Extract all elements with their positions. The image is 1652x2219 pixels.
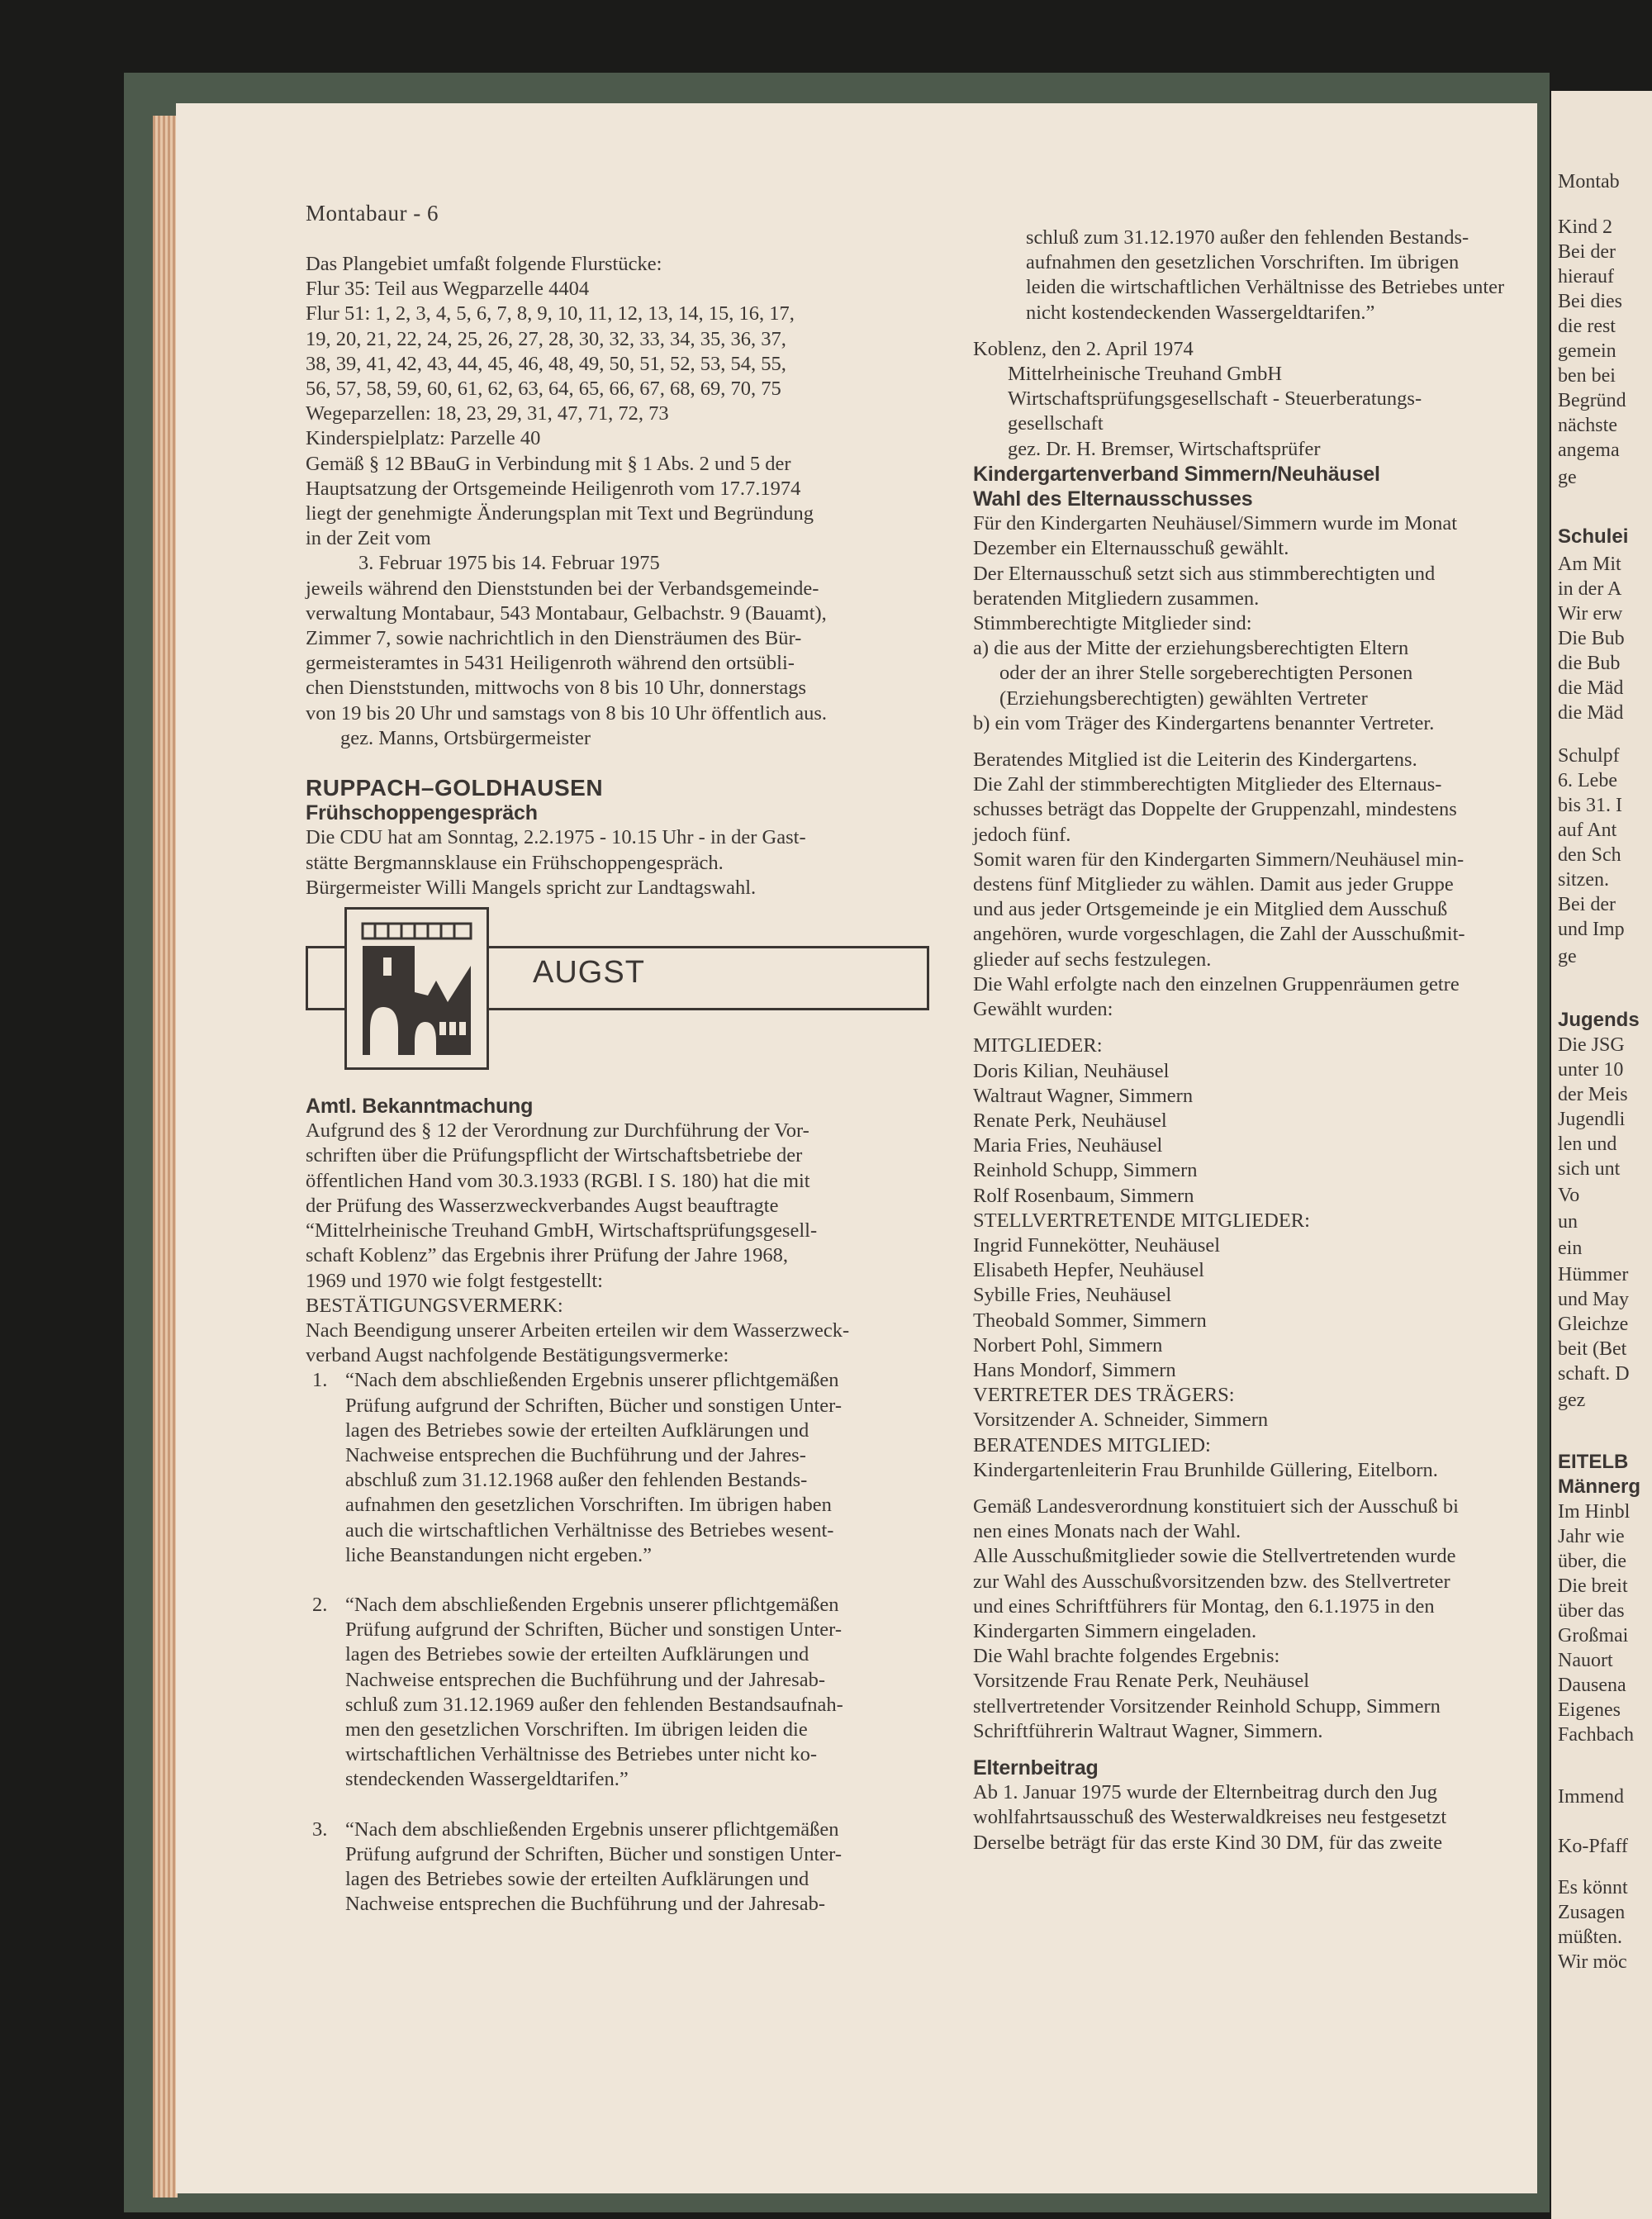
text-line: lagen des Betriebes sowie der erteilten Aufklärungen und — [345, 1867, 809, 1890]
text-line: auch die wirtschaftlichen Verhältnisse des Betriebes wesent- — [345, 1518, 834, 1542]
text-line: stendeckenden Wassergeldtarifen.” — [345, 1768, 629, 1791]
text-line: 1969 und 1970 wie folgt festgestellt: — [306, 1269, 603, 1292]
text-line: Nachweise entsprechen die Buchführung und der Jahresab- — [345, 1893, 825, 1916]
kindergarten-closing — [973, 1494, 1526, 1744]
signature: gez. Manns, Ortsbürgermeister — [340, 726, 591, 749]
text-line: nen eines Monats nach der Wahl. — [973, 1520, 1241, 1543]
text-line: Das Plangebiet umfaßt folgende Flurstücke: — [306, 253, 662, 275]
text-line: “Mittelrheinische Treuhand GmbH, Wirtschaftsprüfungsgesell- — [306, 1219, 818, 1243]
text-line: destens fünf Mitglieder zu wählen. Damit aus jeder Gruppe — [973, 873, 1454, 896]
text-line: a) die aus der Mitte der erziehungsberechtigten Eltern — [973, 637, 1409, 660]
text-line: lagen des Betriebes sowie der erteilten Aufklärungen und — [345, 1643, 809, 1666]
text-line: gez. Dr. H. Bremser, Wirtschaftsprüfer — [1008, 437, 1321, 460]
members-label: MITGLIEDER: — [973, 1034, 1103, 1057]
next-page-fragment: beit (Bet — [1558, 1338, 1627, 1360]
text-line: Sybille Fries, Neuhäusel — [973, 1284, 1172, 1307]
text-line: Elisabeth Hepfer, Neuhäusel — [973, 1259, 1204, 1282]
text-line: Die CDU hat am Sonntag, 2.2.1975 - 10.15 Uhr - in der Gast- — [306, 826, 806, 849]
next-page-fragment: Die Bub — [1558, 628, 1625, 649]
next-page-fragment: die Bub — [1558, 653, 1621, 674]
kindergarten-subheading: Wahl des Elternausschusses — [973, 487, 1253, 511]
text-line: men den gesetzlichen Vorschriften. Im übrigen leiden die — [345, 1718, 808, 1741]
text-line: wohlfahrtsausschuß des Westerwaldkreises neu festgesetzt — [973, 1806, 1447, 1829]
members-list — [973, 1059, 1526, 1209]
carrier-label: VERTRETER DES TRÄGERS: — [973, 1384, 1235, 1407]
augst-logo — [306, 907, 933, 1072]
text-line: Nachweise entsprechen die Buchführung und der Jahresab- — [345, 1668, 825, 1691]
text-line: abschluß zum 31.12.1968 außer den fehlenden Bestands- — [345, 1469, 808, 1492]
text-line: Prüfung aufgrund der Schriften, Bücher und sonstigen Unter- — [345, 1618, 842, 1642]
text-line: Doris Kilian, Neuhäusel — [973, 1059, 1170, 1082]
text-line: liche Beanstandungen nicht ergeben.” — [345, 1543, 652, 1566]
page-header: Montabaur - 6 — [306, 201, 439, 226]
next-page-fragment: hierauf — [1558, 266, 1614, 287]
next-page-fragment: 6. Lebe — [1558, 770, 1617, 791]
next-page-fragment: ge — [1558, 467, 1577, 488]
text-line: Wegeparzellen: 18, 23, 29, 31, 47, 71, 72, 73 — [306, 402, 669, 425]
next-page-fragment: sitzen. — [1558, 869, 1609, 891]
text-line: Flur 51: 1, 2, 3, 4, 5, 6, 7, 8, 9, 10, 11, 12, 13, 14, 15, 16, 17, — [306, 302, 795, 325]
text-line: der Prüfung des Wasserzweckverbandes Augst beauftragte — [306, 1194, 779, 1217]
text-line: Hans Mondorf, Simmern — [973, 1358, 1176, 1381]
next-page-fragment: über das — [1558, 1600, 1625, 1622]
book-page — [176, 103, 1537, 2193]
elternbeitrag-text — [973, 1780, 1526, 1856]
kindergarten-item-b: b) ein vom Träger des Kindergartens benannter Vertreter. — [973, 711, 1435, 734]
text-line: aufnahmen den gesetzlichen Vorschriften. Im übrigen — [1026, 251, 1460, 274]
text-line: 19, 20, 21, 22, 24, 25, 26, 27, 28, 30, 32, 33, 34, 35, 36, 37, — [306, 327, 786, 350]
text-line: Stimmberechtigte Mitglieder sind: — [973, 612, 1252, 635]
next-page-fragment: Schulei — [1558, 525, 1629, 548]
text-line: “Nach dem abschließenden Ergebnis unserer pflichtgemäßen — [345, 1593, 839, 1616]
text-line: germeisteramtes in 5431 Heiligenroth während den ortsübli- — [306, 652, 795, 675]
text-line: Beratendes Mitglied ist die Leiterin des Kindergartens. — [973, 748, 1417, 772]
next-page-fragment: Dausena — [1558, 1675, 1626, 1696]
next-page-edge — [1551, 91, 1652, 2219]
text-line: aufnahmen den gesetzlichen Vorschriften. Im übrigen haben — [345, 1494, 832, 1517]
castle-ruin-icon — [347, 910, 487, 1067]
next-page-fragment: Es könnt — [1558, 1877, 1628, 1898]
next-page-fragment: Am Mit — [1558, 554, 1621, 575]
kindergarten-rules — [973, 748, 1526, 1022]
next-page-fragment: Männerg — [1558, 1475, 1641, 1498]
next-page-fragment: bis 31. I — [1558, 795, 1622, 816]
text-line: “Nach dem abschließenden Ergebnis unserer pflichtgemäßen — [345, 1369, 839, 1392]
kindergarten-intro — [973, 511, 1526, 636]
text-line: Schriftführerin Waltraut Wagner, Simmern. — [973, 1719, 1323, 1742]
next-page-fragment: Vo — [1558, 1185, 1580, 1206]
text-line: Hauptsatzung der Ortsgemeinde Heiligenroth vom 17.7.1974 — [306, 477, 801, 500]
text-line: Reinhold Schupp, Simmern — [973, 1159, 1198, 1182]
text-line: Rolf Rosenbaum, Simmern — [973, 1184, 1194, 1207]
text-line: Derselbe beträgt für das erste Kind 30 DM, für das zweite — [973, 1831, 1443, 1854]
text-line: Gemäß Landesverordnung konstituiert sich der Ausschuß bi — [973, 1494, 1459, 1518]
text-line: schusses beträgt das Doppelte der Gruppenzahl, mindestens — [973, 798, 1457, 821]
text-line: Bürgermeister Willi Mangels spricht zur Landtagswahl. — [306, 876, 757, 899]
text-line: öffentlichen Hand vom 30.3.1933 (RGBl. I S. 180) hat die mit — [306, 1169, 810, 1192]
text-line: Kindergarten Simmern eingeladen. — [973, 1619, 1257, 1642]
text-line: Die Wahl brachte folgendes Ergebnis: — [973, 1645, 1280, 1668]
text-line: Renate Perk, Neuhäusel — [973, 1109, 1167, 1132]
text-line: “Nach dem abschließenden Ergebnis unserer pflichtgemäßen — [345, 1817, 839, 1841]
next-page-fragment: Bei dies — [1558, 291, 1622, 312]
next-page-fragment: Montab — [1558, 171, 1620, 192]
bekanntmachung-heading: Amtl. Bekanntmachung — [306, 1095, 534, 1119]
vermerk-number: 1. — [312, 1369, 328, 1392]
text-line: Vorsitzende Frau Renate Perk, Neuhäusel — [973, 1670, 1310, 1693]
text-line: von 19 bis 20 Uhr und samstags von 8 bis 10 Uhr öffentlich aus. — [306, 701, 828, 725]
next-page-fragment: den Sch — [1558, 844, 1621, 866]
vermerk-number: 3. — [312, 1817, 328, 1841]
text-line: Kinderspielplatz: Parzelle 40 — [306, 427, 541, 450]
text-line: oder der an ihrer Stelle sorgeberechtigten Personen — [999, 662, 1413, 685]
text-line: leiden die wirtschaftlichen Verhältnisse des Betriebes unter — [1026, 276, 1505, 299]
logo-word: AUGST — [533, 955, 645, 991]
text-line: Prüfung aufgrund der Schriften, Bücher und sonstigen Unter- — [345, 1842, 842, 1865]
text-line: und eines Schriftführers für Montag, den 6.1.1975 in den — [973, 1594, 1435, 1618]
text-line: Der Elternausschuß setzt sich aus stimmberechtigten und — [973, 562, 1436, 585]
next-page-fragment: Jugendli — [1558, 1109, 1626, 1130]
next-page-fragment: sich unt — [1558, 1158, 1621, 1180]
text-line: BESTÄTIGUNGSVERMERK: — [306, 1294, 563, 1317]
next-page-fragment: der Meis — [1558, 1084, 1628, 1105]
elternbeitrag-heading: Elternbeitrag — [973, 1756, 1099, 1779]
deputies-label: STELLVERTRETENDE MITGLIEDER: — [973, 1209, 1310, 1232]
next-page-fragment: ein — [1558, 1238, 1583, 1259]
text-line: Gewählt wurden: — [973, 998, 1113, 1021]
text-line: Gemäß § 12 BBauG in Verbindung mit § 1 Abs. 2 und 5 der — [306, 452, 791, 475]
next-page-fragment: die Mäd — [1558, 677, 1624, 699]
text-line: Somit waren für den Kindergarten Simmern/Neuhäusel min- — [973, 848, 1464, 871]
text-line: schluß zum 31.12.1970 außer den fehlenden Bestands- — [1026, 226, 1469, 249]
next-page-fragment: gez — [1558, 1390, 1586, 1411]
next-page-fragment: Schulpf — [1558, 745, 1620, 767]
next-page-fragment: Wir erw — [1558, 603, 1623, 625]
text-line: Die Wahl erfolgte nach den einzelnen Gruppenräumen getre — [973, 972, 1460, 995]
text-line: lagen des Betriebes sowie der erteilten Aufklärungen und — [345, 1418, 809, 1442]
next-page-fragment: und Imp — [1558, 919, 1625, 940]
right-column — [973, 226, 1526, 1856]
text-line: Alle Ausschußmitglieder sowie die Stellvertretenden wurde — [973, 1545, 1456, 1568]
next-page-fragment: Gleichze — [1558, 1314, 1629, 1335]
next-page-fragment: EITELB — [1558, 1451, 1629, 1473]
text-line: in der Zeit vom — [306, 527, 431, 550]
next-page-fragment: un — [1558, 1211, 1578, 1233]
next-page-fragment: ge — [1558, 946, 1577, 967]
next-page-fragment: Die JSG — [1558, 1034, 1625, 1056]
text-line: zur Wahl des Ausschußvorsitzenden bzw. des Stellvertreter — [973, 1570, 1450, 1593]
next-page-fragment: Fachbach — [1558, 1724, 1634, 1746]
text-line: wirtschaftlichen Verhältnisse des Betriebes unter nicht ko- — [345, 1743, 818, 1766]
text-line: stätte Bergmannsklause ein Frühschoppengespräch. — [306, 851, 724, 874]
next-page-fragment: Hümmer — [1558, 1264, 1629, 1285]
text-line: Maria Fries, Neuhäusel — [973, 1134, 1163, 1157]
text-line: liegt der genehmigte Änderungsplan mit Text und Begründung — [306, 502, 814, 525]
advisory-member: Kindergartenleiterin Frau Brunhilde Güllering, Eitelborn. — [973, 1458, 1438, 1481]
text-line: 38, 39, 41, 42, 43, 44, 45, 46, 48, 49, 50, 51, 52, 53, 54, 55, — [306, 352, 786, 375]
next-page-fragment: auf Ant — [1558, 820, 1617, 841]
next-page-fragment: Bei der — [1558, 241, 1616, 263]
text-line: jeweils während den Dienststunden bei der Verbandsgemeinde- — [306, 577, 819, 600]
text-line: gesellschaft — [1008, 412, 1104, 435]
text-line: Theobald Sommer, Simmern — [973, 1309, 1207, 1332]
next-page-fragment: Nauort — [1558, 1650, 1613, 1671]
place-date: Koblenz, den 2. April 1974 — [973, 337, 1194, 360]
next-page-fragment: schaft. D — [1558, 1363, 1630, 1385]
next-page-fragment: Begründ — [1558, 390, 1626, 411]
next-page-fragment: über, die — [1558, 1551, 1627, 1572]
text-line: Mittelrheinische Treuhand GmbH — [1008, 363, 1283, 386]
advisory-label: BERATENDES MITGLIED: — [973, 1433, 1211, 1456]
text-line: Nach Beendigung unserer Arbeiten erteilen wir dem Wasserzweck- — [306, 1319, 850, 1342]
text-line: Norbert Pohl, Simmern — [973, 1333, 1163, 1357]
text-line: schriften über die Prüfungspflicht der Wirtschaftsbetriebe der — [306, 1144, 803, 1167]
text-line: (Erziehungsberechtigten) gewählten Vertreter — [999, 687, 1368, 710]
text-line: Nachweise entsprechen die Buchführung und der Jahres- — [345, 1443, 806, 1466]
next-page-fragment: die Mäd — [1558, 702, 1624, 724]
text-line: verband Augst nachfolgende Bestätigungsvermerke: — [306, 1344, 729, 1367]
next-page-fragment: ben bei — [1558, 365, 1616, 387]
text-line: Zimmer 7, sowie nachrichtlich in den Diensträumen des Bür- — [306, 627, 802, 650]
text-line: Wirtschaftsprüfungsgesellschaft - Steuerberatungs- — [1008, 387, 1422, 411]
text-line: angehören, wurde vorgeschlagen, die Zahl der Ausschußmit- — [973, 923, 1465, 946]
next-page-fragment: Großmai — [1558, 1625, 1629, 1646]
text-line: Aufgrund des § 12 der Verordnung zur Durchführung der Vor- — [306, 1119, 809, 1143]
text-line: schluß zum 31.12.1969 außer den fehlenden Bestandsaufnah- — [345, 1693, 843, 1716]
page-edges — [153, 116, 178, 2198]
text-line: Die Zahl der stimmberechtigten Mitglieder des Elternaus- — [973, 773, 1442, 796]
text-line: glieder auf sechs festzulegen. — [973, 948, 1212, 971]
text-line: schaft Koblenz” das Ergebnis ihrer Prüfung der Jahre 1968, — [306, 1244, 788, 1267]
next-page-fragment: Immend — [1558, 1786, 1624, 1808]
text-line: chen Dienststunden, mittwochs von 8 bis 10 Uhr, donnerstags — [306, 677, 807, 700]
next-page-fragment: die rest — [1558, 316, 1616, 337]
text-line: jedoch fünf. — [973, 823, 1071, 846]
text-line: Prüfung aufgrund der Schriften, Bücher und sonstigen Unter- — [345, 1394, 842, 1417]
next-page-fragment: Die breit — [1558, 1575, 1628, 1597]
text-line: Dezember ein Elternausschuß gewählt. — [973, 537, 1289, 560]
next-page-fragment: Ko-Pfaff — [1558, 1836, 1628, 1857]
next-page-fragment: unter 10 — [1558, 1059, 1624, 1081]
date-range: 3. Februar 1975 bis 14. Februar 1975 — [358, 552, 660, 575]
next-page-fragment: len und — [1558, 1133, 1617, 1155]
next-page-fragment: Jahr wie — [1558, 1526, 1625, 1547]
next-page-fragment: in der A — [1558, 578, 1622, 600]
next-page-fragment: und May — [1558, 1289, 1629, 1310]
deputies-list — [973, 1233, 1526, 1383]
text-line: Ab 1. Januar 1975 wurde der Elternbeitrag durch den Jug — [973, 1781, 1437, 1804]
vermerk-number: 2. — [312, 1593, 328, 1616]
next-page-fragment: Eigenes — [1558, 1699, 1621, 1721]
next-page-fragment: nächste — [1558, 415, 1617, 436]
carrier-representative: Vorsitzender A. Schneider, Simmern — [973, 1409, 1269, 1432]
next-page-fragment: Kind 2 — [1558, 216, 1612, 238]
kindergarten-item-a — [973, 636, 1526, 711]
text-line: 56, 57, 58, 59, 60, 61, 62, 63, 64, 65, 66, 67, 68, 69, 70, 75 — [306, 378, 781, 401]
next-page-fragment: Zusagen — [1558, 1902, 1626, 1923]
kindergarten-heading: Kindergartenverband Simmern/Neuhäusel — [973, 462, 1380, 486]
text-line: Flur 35: Teil aus Wegparzelle 4404 — [306, 278, 590, 301]
next-page-fragment: Wir möc — [1558, 1951, 1627, 1973]
text-line: stellvertretender Vorsitzender Reinhold Schupp, Simmern — [973, 1694, 1441, 1718]
next-page-fragment: gemein — [1558, 340, 1616, 362]
ruppach-subheading: Frühschoppengespräch — [306, 801, 538, 825]
text-line: und aus jeder Ortsgemeinde je ein Mitglied dem Ausschuß — [973, 898, 1448, 921]
next-page-fragment: Bei der — [1558, 894, 1616, 915]
text-line: verwaltung Montabaur, 543 Montabaur, Gelbachstr. 9 (Bauamt), — [306, 601, 827, 625]
logo-emblem — [344, 907, 489, 1070]
continuation-text — [973, 226, 1526, 325]
text-line: beratenden Mitgliedern zusammen. — [973, 587, 1260, 610]
ruppach-heading: RUPPACH–GOLDHAUSEN — [306, 775, 604, 801]
text-line: Ingrid Funnekötter, Neuhäusel — [973, 1233, 1221, 1257]
text-line: Waltraut Wagner, Simmern — [973, 1084, 1194, 1107]
firm-signature — [973, 362, 1526, 462]
next-page-fragment: angema — [1558, 440, 1620, 461]
next-page-fragment: Jugends — [1558, 1009, 1640, 1031]
next-page-fragment: Im Hinbl — [1558, 1501, 1631, 1523]
text-line: nicht kostendeckenden Wassergeldtarifen.” — [1026, 301, 1375, 324]
next-page-fragment: müßten. — [1558, 1927, 1622, 1948]
text-line: Für den Kindergarten Neuhäusel/Simmern wurde im Monat — [973, 512, 1458, 535]
